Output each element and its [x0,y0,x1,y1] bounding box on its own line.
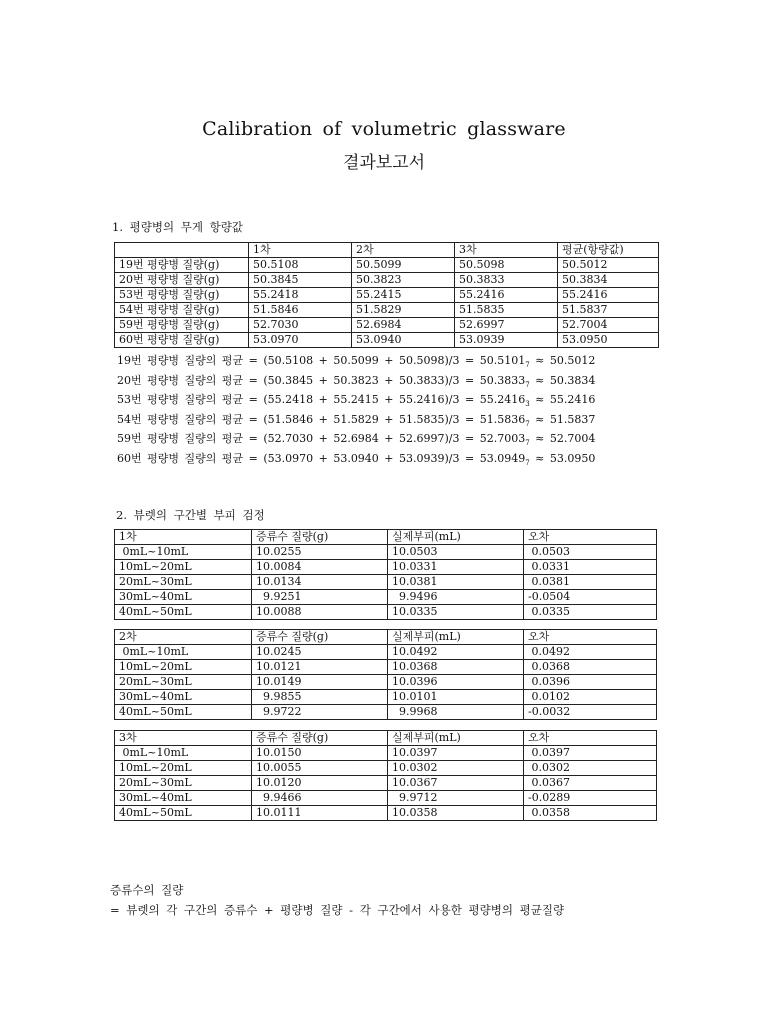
calculation-subscript: 3 [525,400,530,409]
table-cell: 55.2416 [455,288,558,303]
table-cell: 9.9251 [252,590,388,605]
table-cell: 53.0970 [249,333,352,348]
calculation-text: 60번 평량병 질량의 평균 = (53.0970 + 53.0940 + 53.0939)/3 = 53.0949 [117,451,526,465]
table-cell: 평균(항량값) [558,243,659,258]
calculation-approx: ≈ 53.0950 [529,451,596,465]
table-cell: 3차 [455,243,558,258]
note-formula: = 뷰렛의 각 구간의 증류수 + 평량병 질량 - 각 구간에서 사용한 평량병의 평균질량 [110,903,565,917]
table-cell: 0.0397 [524,746,657,761]
table-cell: 0.0396 [524,675,657,690]
table-cell: 40mL~50mL [115,705,252,720]
table-cell: 53.0950 [558,333,659,348]
table-cell: 52.7004 [558,318,659,333]
section2-heading: 2. 뷰렛의 구간별 부피 검정 [116,508,265,522]
table-cell: 52.6997 [455,318,558,333]
table-cell: 10.0335 [388,605,524,620]
calculation-text: 59번 평량병 질량의 평균 = (52.7030 + 52.6984 + 52.6997)/3 = 52.7003 [117,432,526,445]
note-title: 증류수의 질량 [110,883,184,897]
calculation-subscript: 7 [525,439,530,448]
table-cell: 30mL~40mL [115,791,252,806]
table-cell: 51.5835 [455,303,558,318]
table-cell: 0.0102 [524,690,657,705]
table-row [115,690,657,705]
calculation-text: 20번 평량병 질량의 평균 = (50.3845 + 50.3823 + 50.3833)/3 = 50.3833 [117,373,526,387]
table-cell: 오차 [524,530,657,545]
table-cell: 0.0335 [524,605,657,620]
table-cell: 10.0121 [252,660,388,675]
calculation-subscript: 7 [525,458,530,467]
table-cell: 50.3845 [249,273,352,288]
table-row [115,288,659,303]
table-cell: -0.0032 [524,705,657,720]
table-cell: 55.2415 [352,288,455,303]
table-cell: 9.9968 [388,705,524,720]
table-cell: 9.9855 [252,690,388,705]
table-cell: 10.0396 [388,675,524,690]
table-cell: 20mL~30mL [115,776,252,791]
table-cell: 0.0358 [524,806,657,821]
table-cell: 10.0101 [388,690,524,705]
table-cell: 3차 [115,731,252,746]
table-cell: 10.0120 [252,776,388,791]
table-cell: 10.0368 [388,660,524,675]
calculation-line [117,429,677,449]
table-cell: 54번 평량병 질량(g) [115,303,249,318]
table-cell: 50.5108 [249,258,352,273]
table-cell: 0.0368 [524,660,657,675]
section1-heading: 1. 평량병의 무게 항량값 [112,220,243,234]
table-cell: 53번 평량병 질량(g) [115,288,249,303]
table-cell: 52.7030 [249,318,352,333]
table-cell: 10.0150 [252,746,388,761]
calculation-text: 54번 평량병 질량의 평균 = (51.5846 + 51.5829 + 51.5835)/3 = 51.5836 [117,412,526,426]
table-cell: 0mL~10mL [115,545,252,560]
table-cell: 10mL~20mL [115,660,252,675]
table-row [115,645,657,660]
table-cell: 0.0503 [524,545,657,560]
table-cell: 19번 평량병 질량(g) [115,258,249,273]
table-row [115,560,657,575]
table-row [115,273,659,288]
calculation-approx: ≈ 51.5837 [529,412,596,426]
table-cell: 40mL~50mL [115,605,252,620]
table-cell: 10.0381 [388,575,524,590]
table-cell: 51.5837 [558,303,659,318]
table-cell: 30mL~40mL [115,690,252,705]
table-cell: 52.6984 [352,318,455,333]
table-header-row [115,630,657,645]
table-cell: 0.0302 [524,761,657,776]
calculation-line [117,351,677,371]
table-cell: 10mL~20mL [115,560,252,575]
table-header-row [115,243,659,258]
table-cell: 증류수 질량(g) [252,731,388,746]
table-cell: 1차 [115,530,252,545]
table-row [115,605,657,620]
table-row [115,761,657,776]
calculation-approx: ≈ 50.3834 [529,373,596,387]
table-cell: 51.5846 [249,303,352,318]
table-cell: 1차 [249,243,352,258]
table-cell: 10.0302 [388,761,524,776]
calculation-approx: ≈ 55.2416 [529,393,596,406]
table-cell: 0.0367 [524,776,657,791]
calculation-approx: ≈ 52.7004 [529,432,596,445]
table-cell: 10mL~20mL [115,761,252,776]
table-cell: 오차 [524,630,657,645]
table-row [115,776,657,791]
document-subtitle: 결과보고서 [342,153,426,173]
table-cell: 50.5098 [455,258,558,273]
table-row [115,675,657,690]
table-cell: 10.0358 [388,806,524,821]
table-cell: 55.2416 [558,288,659,303]
calculation-line [117,449,677,469]
table-cell: 0.0331 [524,560,657,575]
table-cell: 20번 평량병 질량(g) [115,273,249,288]
table-cell: 실제부피(mL) [388,630,524,645]
table-row [115,791,657,806]
burette-table-trial-2 [114,629,657,720]
table-cell: 51.5829 [352,303,455,318]
table-row [115,303,659,318]
burette-table-trial-3 [114,730,657,821]
table-cell: 2차 [352,243,455,258]
calculation-line [117,410,677,430]
table-cell: 0mL~10mL [115,746,252,761]
table-cell: 50.3834 [558,273,659,288]
table-cell: 10.0055 [252,761,388,776]
table-cell: 30mL~40mL [115,590,252,605]
table-row [115,333,659,348]
table-cell: 53.0940 [352,333,455,348]
table-cell: 40mL~50mL [115,806,252,821]
table-cell: 10.0331 [388,560,524,575]
calculation-approx: ≈ 50.5012 [529,354,596,367]
average-calculations [117,351,677,468]
table-cell: 10.0503 [388,545,524,560]
table-cell: 9.9496 [388,590,524,605]
table-row [115,746,657,761]
table-cell: 50.3833 [455,273,558,288]
table-row [115,258,659,273]
weighing-bottle-table [114,242,659,348]
table-cell: 10.0245 [252,645,388,660]
table-row [115,660,657,675]
table-cell: 50.3823 [352,273,455,288]
calculation-line [117,390,677,410]
table-header-row [115,530,657,545]
table-cell: 55.2418 [249,288,352,303]
table-row [115,590,657,605]
table-cell: 0mL~10mL [115,645,252,660]
table-cell: 10.0149 [252,675,388,690]
burette-table-trial-1 [114,529,657,620]
table-cell [115,243,249,258]
table-row [115,575,657,590]
table-row [115,318,659,333]
calculation-text: 19번 평량병 질량의 평균 = (50.5108 + 50.5099 + 50.5098)/3 = 50.5101 [117,354,526,367]
table-cell: 10.0255 [252,545,388,560]
table-cell: 60번 평량병 질량(g) [115,333,249,348]
table-cell: 실제부피(mL) [388,731,524,746]
table-cell: -0.0289 [524,791,657,806]
document-title: Calibration of volumetric glassware [202,118,566,140]
table-cell: 10.0111 [252,806,388,821]
table-cell: 10.0088 [252,605,388,620]
table-cell: 9.9712 [388,791,524,806]
table-cell: 20mL~30mL [115,575,252,590]
table-cell: 10.0367 [388,776,524,791]
calculation-subscript: 7 [525,361,530,370]
table-cell: 실제부피(mL) [388,530,524,545]
table-cell: 50.5099 [352,258,455,273]
table-cell: 10.0084 [252,560,388,575]
table-cell: 10.0492 [388,645,524,660]
table-cell: 오차 [524,731,657,746]
table-cell: 10.0397 [388,746,524,761]
table-cell: 20mL~30mL [115,675,252,690]
table-row [115,705,657,720]
table-cell: 10.0134 [252,575,388,590]
table-header-row [115,731,657,746]
table-cell: 0.0492 [524,645,657,660]
table-cell: 53.0939 [455,333,558,348]
calculation-text: 53번 평량병 질량의 평균 = (55.2418 + 55.2415 + 55.2416)/3 = 55.2416 [117,393,526,406]
table-cell: 2차 [115,630,252,645]
calculation-line [117,371,677,391]
table-cell: 9.9722 [252,705,388,720]
table-row [115,806,657,821]
table-cell: 0.0381 [524,575,657,590]
table-cell: 50.5012 [558,258,659,273]
table-cell: 9.9466 [252,791,388,806]
calculation-subscript: 7 [525,419,530,428]
calculation-subscript: 7 [525,380,530,389]
table-row [115,545,657,560]
table-cell: 증류수 질량(g) [252,530,388,545]
table-cell: 59번 평량병 질량(g) [115,318,249,333]
table-cell: 증류수 질량(g) [252,630,388,645]
table-cell: -0.0504 [524,590,657,605]
